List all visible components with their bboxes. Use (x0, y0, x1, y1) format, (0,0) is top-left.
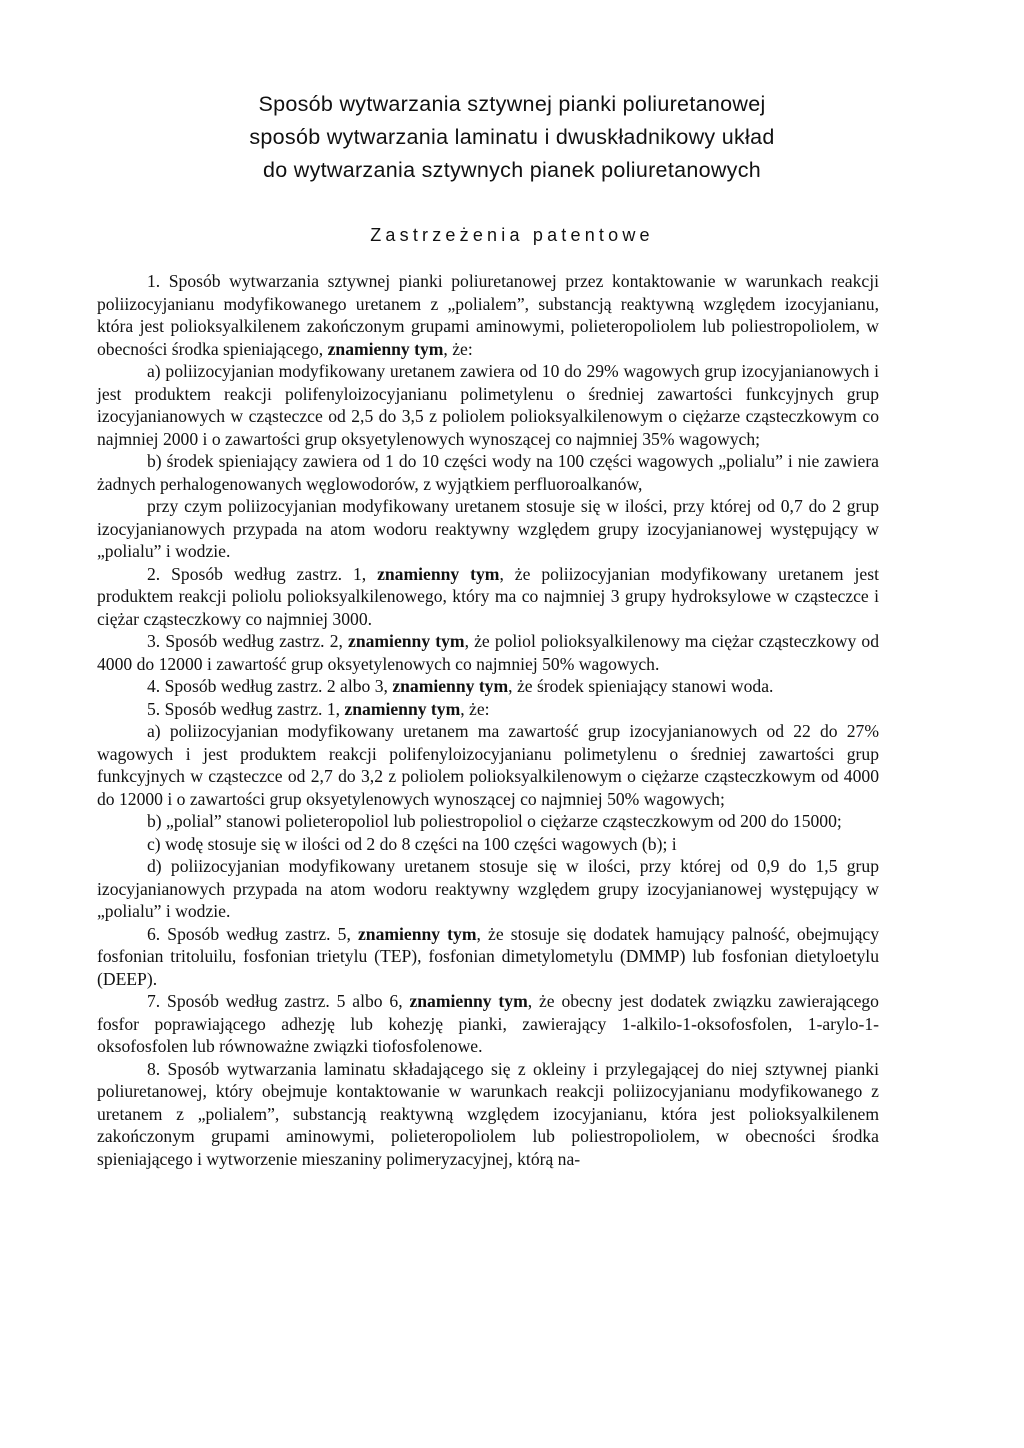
emphasis-text: znamienny tym (377, 563, 500, 584)
title-line-1: Sposób wytwarzania sztywnej pianki poliuretanowej (258, 92, 766, 116)
emphasis-text: znamienny tym (409, 991, 528, 1011)
emphasis-text: znamienny tym (357, 923, 477, 944)
claim-2: 2. Sposób według zastrz. 1, znamienny tym, że poliizocyjanian modyfikowany uretanem jest produktem reakcji poliolu polioksyalkilenowego, który ma co najmniej 3 grupy hydroksylowe w cząsteczce i ciężar cząsteczkowy co najmniej 3000. (97, 563, 879, 629)
claim-1-closing: przy czym poliizocyjanian modyfikowany uretanem stosuje się w ilości, przy której od 0,7 do 2 grup izocyjanianowych przypada na atom wodoru reaktywny względem grupy izocyjanianowej występujący w „polialu” i wodzie. (97, 496, 879, 561)
emphasis-text: znamienny tym (344, 698, 461, 719)
claim-1-item-b: b) środek spieniający zawiera od 1 do 10 części wody na 100 części wagowych „polialu” i nie zawiera żadnych perhalogenowanych węglowodorów, z wyjątkiem perfluoroalkanów, (97, 451, 879, 494)
claim-1-intro: 1. Sposób wytwarzania sztywnej pianki poliuretanowej przez kontaktowanie w warunkach reakcji poliizocyjanianu modyfikowanego uretanem z „polialem”, substancją reaktywną względem izocyjanianu, która jest polioksyalkilenem zakończonym grupami aminowymi, polieteropoliolem lub poliestropoliolem, w obecności środka spieniającego, znamienny tym, że: (97, 271, 879, 359)
claim-5-item-a: a) poliizocyjanian modyfikowany uretanem ma zawartość grup izocyjanianowych od 22 do 27% wagowych i jest produktem reakcji polifenyloizocyjanianu polimetylenu o średniej zawartości grup funkcyjnych w cząsteczce od 2,7 do 3,2 z poliolem polioksyalkilenowym o ciężarze cząsteczkowym od 4000 do 12000 i o zawartości grup oksyetylenowych wynoszącej co najmniej 50% wagowych; (97, 721, 879, 809)
claim-6: 6. Sposób według zastrz. 5, znamienny tym, że stosuje się dodatek hamujący palność, obejmujący fosfonian tritoluilu, fosfonian trietylu (TEP), fosfonian dimetylometylu (DMMP) lub fosfonian dietyloetylu (DEEP). (97, 923, 879, 989)
claim-3: 3. Sposób według zastrz. 2, znamienny tym, że poliol polioksyalkilenowy ma ciężar cząsteczkowy od 4000 do 12000 i zawartość grup oksyetylenowych co najmniej 50% wagowych. (97, 631, 879, 674)
claims-body (97, 270, 879, 1170)
title-line-3: do wytwarzania sztywnych pianek poliuretanowych (262, 158, 762, 182)
claim-5-item-b: b) „polial” stanowi polieteropoliol lub poliestropoliol o ciężarze cząsteczkowym od 200 do 15000; (147, 811, 842, 831)
title-line-2: sposób wytwarzania laminatu i dwuskładnikowy układ (249, 125, 775, 149)
claims-heading: Zastrzeżenia patentowe (370, 225, 654, 245)
claim-1-item-a: a) poliizocyjanian modyfikowany uretanem zawiera od 10 do 29% wagowych grup izocyjanianowych i jest produktem reakcji polifenyloizocyjanianu polimetylenu o średniej zawartości funkcyjnych grup izocyjanianowych w cząsteczce od 2,5 do 3,5 z poliolem polioksyalkilenowym o ciężarze cząsteczkowym co najmniej 2000 i o zawartości grup oksyetylenowych wynoszącej co najmniej 35% wagowych; (97, 361, 879, 449)
emphasis-text: znamienny tym (392, 676, 509, 696)
claim-5-intro: 5. Sposób według zastrz. 1, znamienny tym, że: (147, 698, 490, 719)
claim-5-item-c: c) wodę stosuje się w ilości od 2 do 8 części na 100 części wagowych (b); i (147, 833, 677, 854)
claim-4: 4. Sposób według zastrz. 2 albo 3, znamienny tym, że środek spieniający stanowi woda. (147, 676, 774, 696)
emphasis-text: znamienny tym (327, 338, 444, 359)
emphasis-text: znamienny tym (348, 631, 465, 651)
claim-8: 8. Sposób wytwarzania laminatu składającego się z okleiny i przylegającej do niej sztywnej pianki poliuretanowej, który obejmuje kontaktowanie w warunkach reakcji poliizocyjanianu modyfikowanego z uretanem z „polialem”, substancją reaktywną względem izocyjanianu, która jest polioksyalkilenem zakończonym grupami aminowymi, polieteropoliolem lub poliestropoliolem, w obecności środka spieniającego i wytworzenie mieszaniny polimeryzacyjnej, którą na- (97, 1058, 879, 1169)
document-title (100, 88, 924, 187)
claim-5-item-d: d) poliizocyjanian modyfikowany uretanem stosuje się w ilości, przy której od 0,9 do 1,5 grup izocyjanianowych przypada na atom wodoru reaktywny względem grupy izocyjanianowej występujący w „polialu” i wodzie. (97, 856, 879, 921)
claim-7: 7. Sposób według zastrz. 5 albo 6, znamienny tym, że obecny jest dodatek związku zawierającego fosfor poprawiającego adhezję lub kohezję pianki, zawierający 1-alkilo-1-oksofosfolen, 1-arylo-1-oksofosfolen lub równoważne związki tiofosfolenowe. (97, 991, 879, 1056)
